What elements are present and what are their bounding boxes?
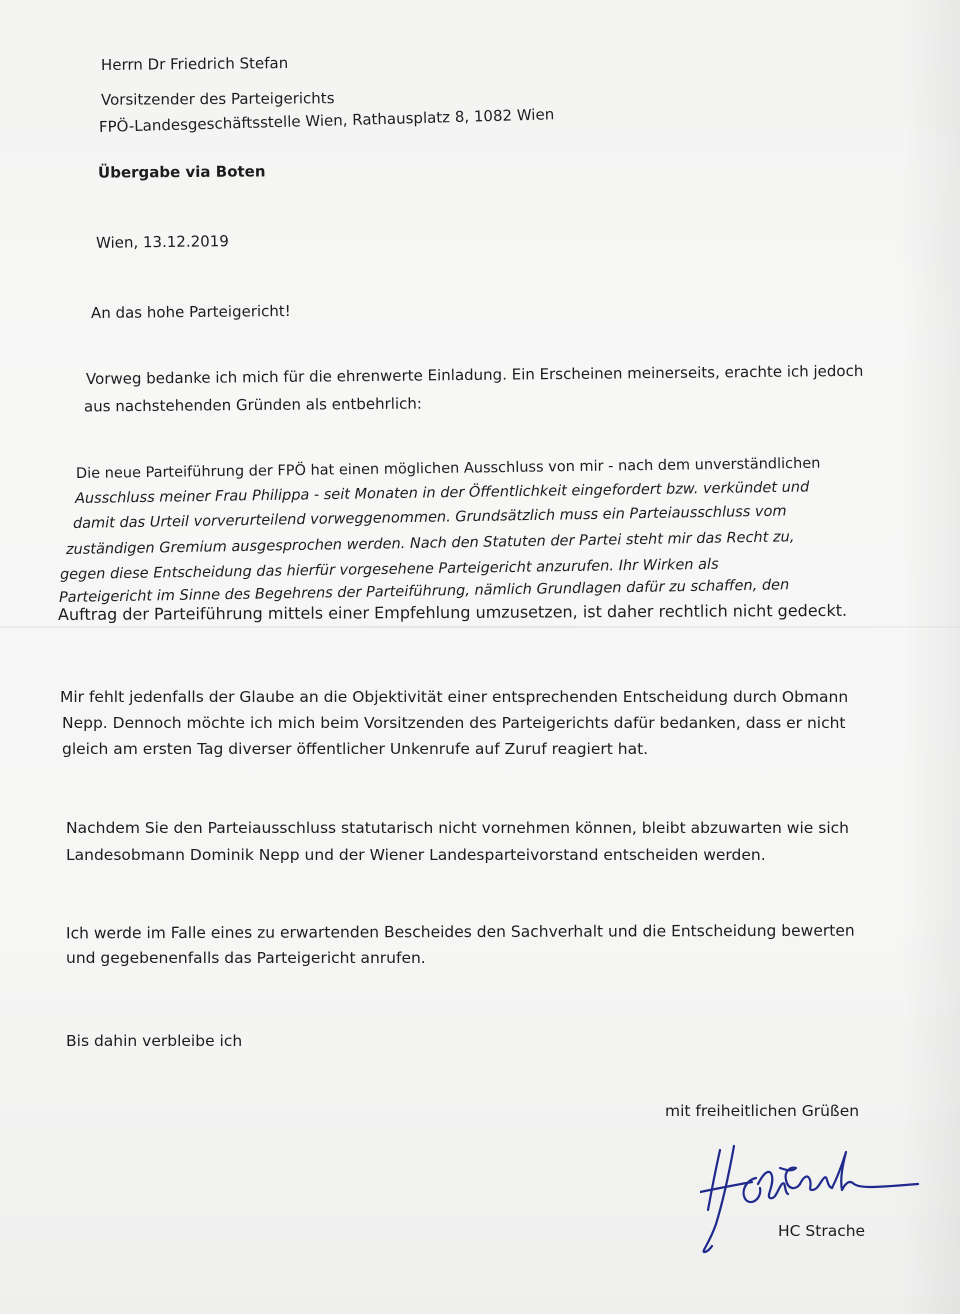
handwritten-signature <box>700 1138 925 1260</box>
date-line: Wien, 13.12.2019 <box>95 232 229 252</box>
paper-fold <box>0 626 960 628</box>
greeting: mit freiheitlichen Grüßen <box>665 1102 860 1120</box>
text-line: Die neue Parteiführung der FPÖ hat einen möglichen Ausschluss von mir - nach dem unverständlichen <box>75 455 821 482</box>
text-line: Auftrag der Parteiführung mittels einer Empfehlung umzusetzen, ist daher rechtlich nicht gedeckt. <box>57 600 848 624</box>
text-line: gleich am ersten Tag diverser öffentlicher Unkenrufe auf Zuruf reagiert hat. <box>62 740 649 758</box>
page-shadow <box>900 0 960 1314</box>
text-line: Vorweg bedanke ich mich für die ehrenwerte Einladung. Ein Erscheinen meinerseits, erachte ich jedoch <box>85 361 864 388</box>
text-line: gegen diese Entscheidung das hierfür vorgesehene Parteigericht anzurufen. Ihr Wirken als <box>59 556 719 583</box>
salutation: An das hohe Parteigericht! <box>90 301 291 323</box>
text-line: damit das Urteil vorverurteilend vorweggenommen. Grundsätzlich muss ein Parteiausschluss vom <box>72 503 787 532</box>
text-line: und gegebenenfalls das Parteigericht anrufen. <box>66 949 426 967</box>
text-line: Nepp. Dennoch möchte ich mich beim Vorsitzenden des Parteigerichts dafür bedanken, dass er nicht <box>62 714 846 732</box>
text-line: aus nachstehenden Gründen als entbehrlich: <box>83 394 422 416</box>
text-line: zuständigen Gremium ausgesprochen werden. Nach den Statuten der Partei steht mir das Recht zu, <box>65 529 795 558</box>
signer-name: HC Strache <box>778 1222 866 1240</box>
text-line: Parteigericht im Sinne des Begehrens der Parteiführung, nämlich Grundlagen dafür zu schaffen, den <box>58 577 790 606</box>
recipient-address: FPÖ-Landesgeschäftsstelle Wien, Rathausplatz 8, 1082 Wien <box>98 105 555 136</box>
text-line: Nachdem Sie den Parteiausschluss statutarisch nicht vornehmen können, bleibt abzuwarten wie sich <box>66 819 849 837</box>
recipient-role: Vorsitzender des Parteigerichts <box>100 89 335 109</box>
text-line: Ausschluss meiner Frau Philippa - seit Monaten in der Öffentlichkeit eingefordert bzw. verkündet und <box>74 479 810 507</box>
text-line: Ich werde im Falle eines zu erwartenden Bescheides den Sachverhalt und die Entscheidung bewerten <box>65 921 855 943</box>
text-line: Landesobmann Dominik Nepp und der Wiener Landesparteivorstand entscheiden werden. <box>66 846 766 864</box>
recipient-name: Herrn Dr Friedrich Stefan <box>100 54 289 74</box>
closing-line: Bis dahin verbleibe ich <box>66 1032 243 1050</box>
delivery-note: Übergabe via Boten <box>97 162 266 182</box>
text-line: Mir fehlt jedenfalls der Glaube an die Objektivität einer entsprechenden Entscheidung durch Obmann <box>60 688 849 706</box>
